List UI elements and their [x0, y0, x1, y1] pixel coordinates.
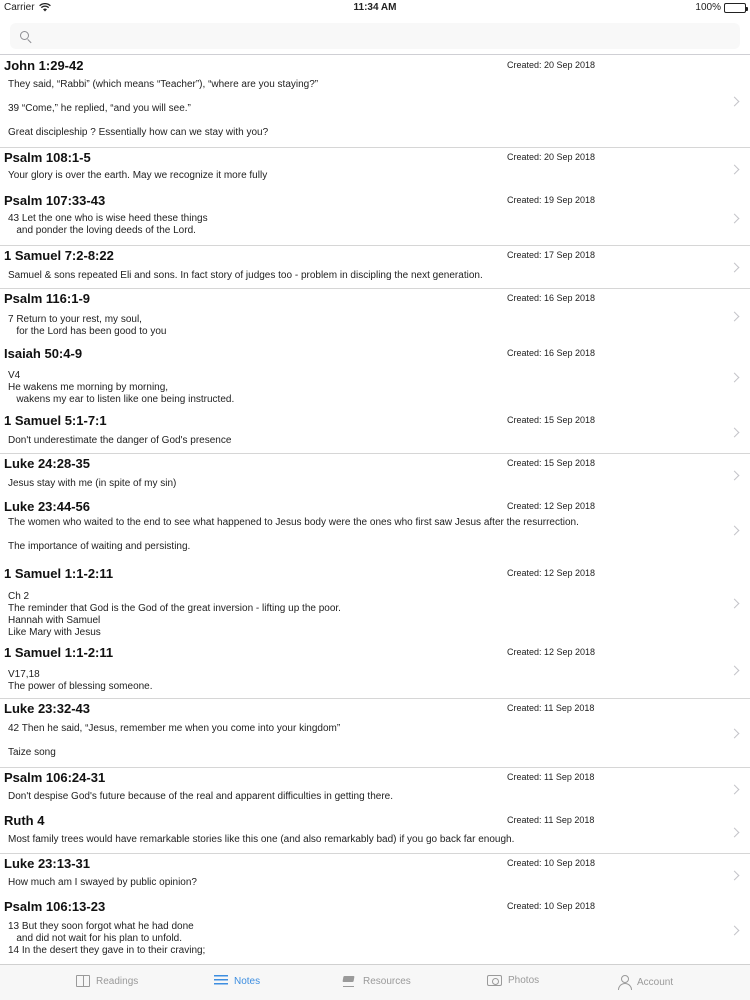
note-line [8, 115, 710, 127]
tab-label: Readings [96, 975, 139, 987]
note-line: Don't despise God's future because of the real and apparent difficulties in getting there. [8, 791, 393, 802]
note-body [8, 213, 710, 237]
note-title: 1 Samuel 5:1-7:1 [4, 413, 107, 428]
note-title: Psalm 116:1-9 [4, 291, 91, 306]
note-title: 1 Samuel 7:2-8:22 [4, 248, 114, 263]
note-row[interactable] [0, 768, 750, 811]
note-date: Created: 15 Sep 2018 [507, 458, 596, 468]
chevron-right-icon [730, 870, 740, 880]
note-body [8, 435, 710, 447]
note-line: 13 But they soon forgot what he had done [8, 921, 194, 932]
note-line: Ch 2 [8, 591, 30, 602]
note-line: How much am I swayed by public opinion? [8, 877, 197, 888]
note-line: The importance of waiting and persisting. [8, 541, 191, 552]
battery-icon [724, 3, 746, 13]
chevron-right-icon [730, 164, 740, 174]
note-body [8, 270, 710, 282]
search-field-container[interactable] [10, 23, 740, 49]
note-title: Psalm 106:24-31 [4, 770, 106, 785]
chevron-right-icon [730, 666, 740, 676]
note-date: Created: 15 Sep 2018 [507, 415, 596, 425]
notes-list[interactable] [0, 56, 750, 964]
camera-icon [487, 975, 502, 986]
note-date: Created: 12 Sep 2018 [507, 647, 596, 657]
note-body [8, 669, 710, 693]
chevron-right-icon [730, 213, 740, 223]
note-body [8, 921, 710, 957]
note-date: Created: 12 Sep 2018 [507, 568, 596, 578]
search-icon [20, 31, 29, 40]
note-body [8, 791, 710, 803]
note-row[interactable] [0, 56, 750, 148]
note-row[interactable] [0, 289, 750, 344]
note-body [8, 877, 710, 889]
note-row[interactable] [0, 564, 750, 643]
note-row[interactable] [0, 854, 750, 897]
note-line: The reminder that God is the God of the great inversion - lifting up the poor. [8, 603, 341, 614]
note-row[interactable] [0, 411, 750, 454]
note-line: Like Mary with Jesus [8, 627, 101, 638]
note-title: Luke 23:13-31 [4, 856, 90, 871]
note-line: He wakens me morning by morning, [8, 382, 169, 393]
note-body [8, 170, 710, 182]
note-line: Hannah with Samuel [8, 615, 101, 626]
note-date: Created: 10 Sep 2018 [507, 901, 596, 911]
chevron-right-icon [730, 470, 740, 480]
tab-label: Photos [508, 975, 540, 986]
tab-bar [0, 964, 750, 1000]
person-icon [617, 975, 631, 989]
note-body [8, 79, 710, 139]
note-title: 1 Samuel 1:1-2:11 [4, 566, 114, 581]
carrier-label: Carrier [4, 2, 35, 13]
note-line [8, 735, 710, 747]
chevron-right-icon [730, 372, 740, 382]
chevron-right-icon [730, 262, 740, 272]
note-line: wakens my ear to listen like one being instructed. [8, 394, 235, 405]
note-date: Created: 11 Sep 2018 [507, 772, 595, 782]
note-line: They said, “Rabbi” (which means “Teacher”), “where are you staying?” [8, 79, 319, 90]
note-title: Isaiah 50:4-9 [4, 346, 83, 361]
note-body [8, 834, 710, 846]
chevron-right-icon [730, 827, 740, 837]
note-line: The power of blessing someone. [8, 681, 153, 692]
battery-percent: 100% [695, 2, 721, 13]
note-line: V4 [8, 370, 21, 381]
note-title: Ruth 4 [4, 813, 45, 828]
note-line [8, 529, 710, 541]
note-line: Your glory is over the earth. May we recognize it more fully [8, 170, 268, 181]
note-date: Created: 16 Sep 2018 [507, 348, 596, 358]
note-title: Psalm 108:1-5 [4, 150, 91, 165]
note-date: Created: 16 Sep 2018 [507, 293, 596, 303]
tab-label: Notes [234, 975, 261, 987]
note-date: Created: 20 Sep 2018 [507, 60, 596, 70]
chevron-right-icon [730, 427, 740, 437]
search-input[interactable] [36, 23, 732, 49]
note-title: Luke 23:32-43 [4, 701, 90, 716]
note-line: 39 “Come,” he replied, “and you will see.” [8, 103, 191, 114]
note-line: 42 Then he said, “Jesus, remember me when you come into your kingdom” [8, 723, 341, 734]
tab-notes[interactable] [214, 975, 260, 987]
search-bar [0, 18, 750, 55]
note-body [8, 723, 710, 759]
note-date: Created: 19 Sep 2018 [507, 195, 596, 205]
stack-icon [341, 975, 357, 987]
note-body [8, 478, 710, 490]
tab-readings[interactable] [76, 975, 138, 987]
note-line: 43 Let the one who is wise heed these things [8, 213, 208, 224]
note-row[interactable] [0, 897, 750, 964]
note-row[interactable] [0, 699, 750, 768]
chevron-right-icon [730, 925, 740, 935]
battery-indicator [695, 2, 746, 13]
note-date: Created: 10 Sep 2018 [507, 858, 596, 868]
chevron-right-icon [730, 525, 740, 535]
note-body [8, 370, 710, 406]
tab-resources[interactable] [341, 975, 411, 987]
note-title: Psalm 107:33-43 [4, 193, 106, 208]
chevron-right-icon [730, 728, 740, 738]
note-line: and did not wait for his plan to unfold. [8, 933, 182, 944]
note-line: Don't underestimate the danger of God's presence [8, 435, 232, 446]
note-title: 1 Samuel 1:1-2:11 [4, 645, 114, 660]
tab-label: Resources [363, 975, 411, 987]
note-date: Created: 20 Sep 2018 [507, 152, 596, 162]
clock: 11:34 AM [353, 2, 397, 13]
note-line: Samuel & sons repeated Eli and sons. In fact story of judges too - problem in discipling the next generation. [8, 270, 483, 281]
note-title: Psalm 106:13-23 [4, 899, 106, 914]
chevron-right-icon [730, 311, 740, 321]
note-title: Luke 24:28-35 [4, 456, 90, 471]
note-date: Created: 12 Sep 2018 [507, 501, 596, 511]
note-line: Great discipleship ? Essentially how can we stay with you? [8, 127, 269, 138]
tab-photos[interactable] [487, 975, 539, 986]
note-date: Created: 17 Sep 2018 [507, 250, 596, 260]
note-body [8, 517, 710, 553]
note-title: Luke 23:44-56 [4, 499, 90, 514]
tab-account[interactable] [617, 975, 673, 989]
note-row[interactable] [0, 643, 750, 699]
note-body [8, 314, 710, 338]
note-line: for the Lord has been good to you [8, 326, 167, 337]
note-row[interactable] [0, 191, 750, 246]
note-line: V17,18 [8, 669, 40, 680]
note-line: Jesus stay with me (in spite of my sin) [8, 478, 177, 489]
note-line: 7 Return to your rest, my soul, [8, 314, 142, 325]
note-line: Most family trees would have remarkable stories like this one (and also remarkably bad) if you go back far enough. [8, 834, 515, 845]
status-bar [0, 0, 750, 16]
note-title: John 1:29-42 [4, 58, 84, 73]
note-row[interactable] [0, 497, 750, 564]
note-line: The women who waited to the end to see what happened to Jesus body were the ones who first saw Jesus after the resurrection. [8, 517, 579, 528]
chevron-right-icon [730, 97, 740, 107]
list-icon [214, 975, 228, 987]
note-body [8, 591, 710, 639]
note-date: Created: 11 Sep 2018 [507, 815, 595, 825]
note-date: Created: 11 Sep 2018 [507, 703, 595, 713]
note-row[interactable] [0, 454, 750, 497]
note-row[interactable] [0, 246, 750, 289]
chevron-right-icon [730, 784, 740, 794]
note-line [8, 91, 710, 103]
note-line: 14 In the desert they gave in to their craving; [8, 945, 206, 956]
note-row[interactable] [0, 811, 750, 854]
tab-label: Account [637, 976, 674, 988]
note-row[interactable] [0, 344, 750, 411]
note-row[interactable] [0, 148, 750, 191]
chevron-right-icon [730, 598, 740, 608]
note-line: Taize song [8, 747, 56, 758]
note-line: and ponder the loving deeds of the Lord. [8, 225, 196, 236]
book-icon [76, 975, 90, 987]
